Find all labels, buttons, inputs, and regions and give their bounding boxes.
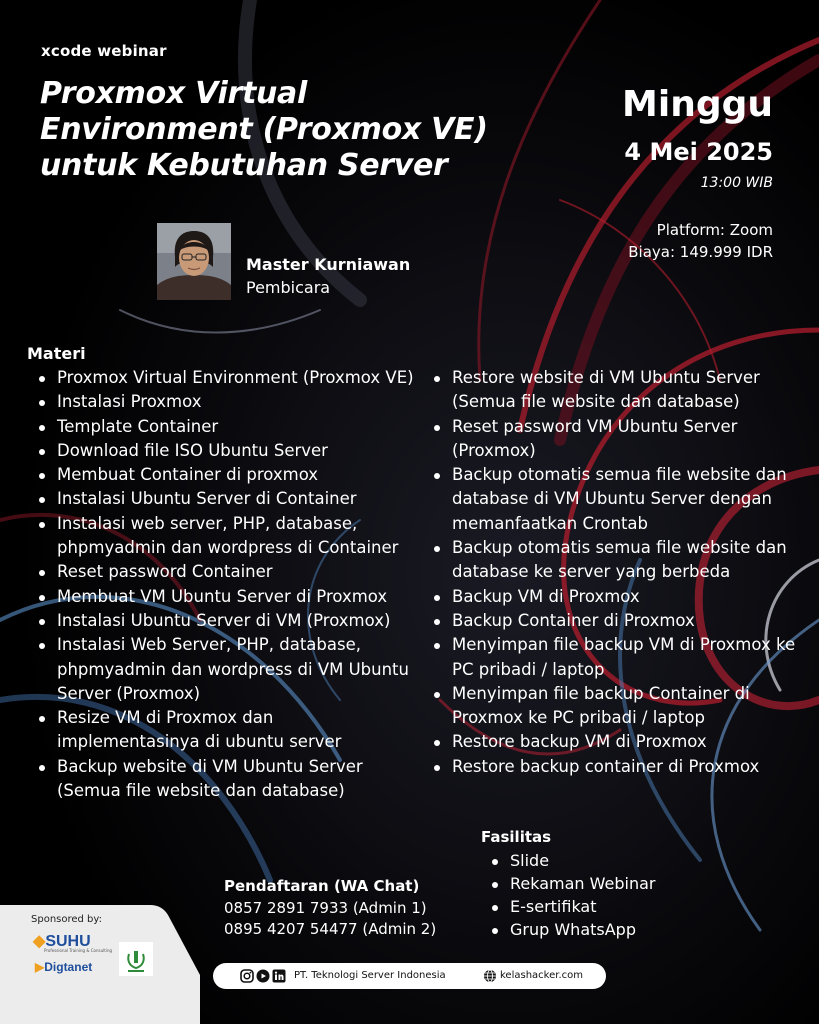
list-item: Backup Container di Proxmox [432,609,804,633]
event-cost: Biaya: 149.999 IDR [628,243,773,261]
speaker-role: Pembicara [246,278,331,297]
sponsor-label: Sponsored by: [31,914,102,925]
globe-icon [483,969,497,983]
list-item: Reset password Container [37,560,417,584]
speaker-name: Master Kurniawan [246,255,411,274]
footer-bar [213,963,606,989]
speaker-avatar [157,223,231,300]
list-item: Restore backup container di Proxmox [432,755,804,779]
list-item: Reset password VM Ubuntu Server (Proxmox) [432,415,804,464]
event-time: 13:00 WIB [700,175,773,191]
materi-list-right [432,366,804,779]
list-item: Backup website di VM Ubuntu Server (Semua file website dan database) [37,755,417,804]
fasilitas-heading: Fasilitas [481,828,552,846]
list-item: Instalasi Ubuntu Server di Container [37,487,417,511]
list-item: Template Container [37,415,417,439]
list-item: Backup VM di Proxmox [432,585,804,609]
event-day: Minggu [622,84,773,125]
list-item: Instalasi Proxmox [37,390,417,414]
brand-label: xcode webinar [41,42,167,60]
list-item: Instalasi web server, PHP, database, phpmyadmin dan wordpress di Container [37,512,417,561]
materi-heading: Materi [27,344,86,363]
social-icons [240,969,286,983]
list-item: Membuat Container di proxmox [37,463,417,487]
suhu-logo-text: SUHU [45,933,91,950]
person-photo-icon [157,223,231,300]
footer-website-link[interactable]: kelashacker.com [500,970,583,981]
event-date: 4 Mei 2025 [624,138,773,166]
event-platform: Platform: Zoom [656,221,773,239]
list-item: Resize VM di Proxmox dan implementasinya di ubuntu server [37,706,417,755]
footer-company: PT. Teknologi Server Indonesia [294,970,446,981]
list-item: E-sertifikat [490,895,730,918]
registration-heading: Pendaftaran (WA Chat) [224,877,420,895]
materi-list-left [37,366,417,803]
list-item: Instalasi Web Server, PHP, database, phpmyadmin dan wordpress di VM Ubuntu Server (Proxmox) [37,633,417,706]
digtanet-mark-icon: ▶ [35,960,45,974]
suhu-tagline: Professional Training & Consulting [44,948,113,953]
digtanet-logo [35,960,92,974]
partner-logo [119,942,153,976]
digtanet-logo-text: Digtanet [44,960,93,974]
title-line: Proxmox Virtual [40,76,307,111]
list-item: Rekaman Webinar [490,872,730,895]
list-item: Restore website di VM Ubuntu Server (Semua file website dan database) [432,366,804,415]
registration-phone-admin-2[interactable]: 0895 4207 54477 (Admin 2) [224,920,437,938]
linkedin-icon[interactable] [272,969,286,983]
registration-phone-admin-1[interactable]: 0857 2891 7933 (Admin 1) [224,899,427,917]
instagram-icon[interactable] [240,969,254,983]
suhu-mark-icon: ◆ [33,933,46,950]
event-details [628,219,773,263]
list-item: Grup WhatsApp [490,918,730,941]
list-item: Proxmox Virtual Environment (Proxmox VE) [37,366,417,390]
webinar-title [40,76,560,184]
fasilitas-list [490,849,730,941]
list-item: Instalasi Ubuntu Server di VM (Proxmox) [37,609,417,633]
partner-emblem-icon [119,942,153,976]
list-item: Menyimpan file backup VM di Proxmox ke PC pribadi / laptop [432,633,804,682]
list-item: Menyimpan file backup Container di Proxmox ke PC pribadi / laptop [432,682,804,731]
list-item: Slide [490,849,730,872]
list-item: Membuat VM Ubuntu Server di Proxmox [37,585,417,609]
list-item: Restore backup VM di Proxmox [432,730,804,754]
list-item: Backup otomatis semua file website dan database ke server yang berbeda [432,536,804,585]
youtube-icon[interactable] [256,969,270,983]
list-item: Backup otomatis semua file website dan database di VM Ubuntu Server dengan memanfaatkan Crontab [432,463,804,536]
list-item: Download file ISO Ubuntu Server [37,439,417,463]
title-line: untuk Kebutuhan Server [40,148,448,183]
title-line: Environment (Proxmox VE) [40,112,488,147]
